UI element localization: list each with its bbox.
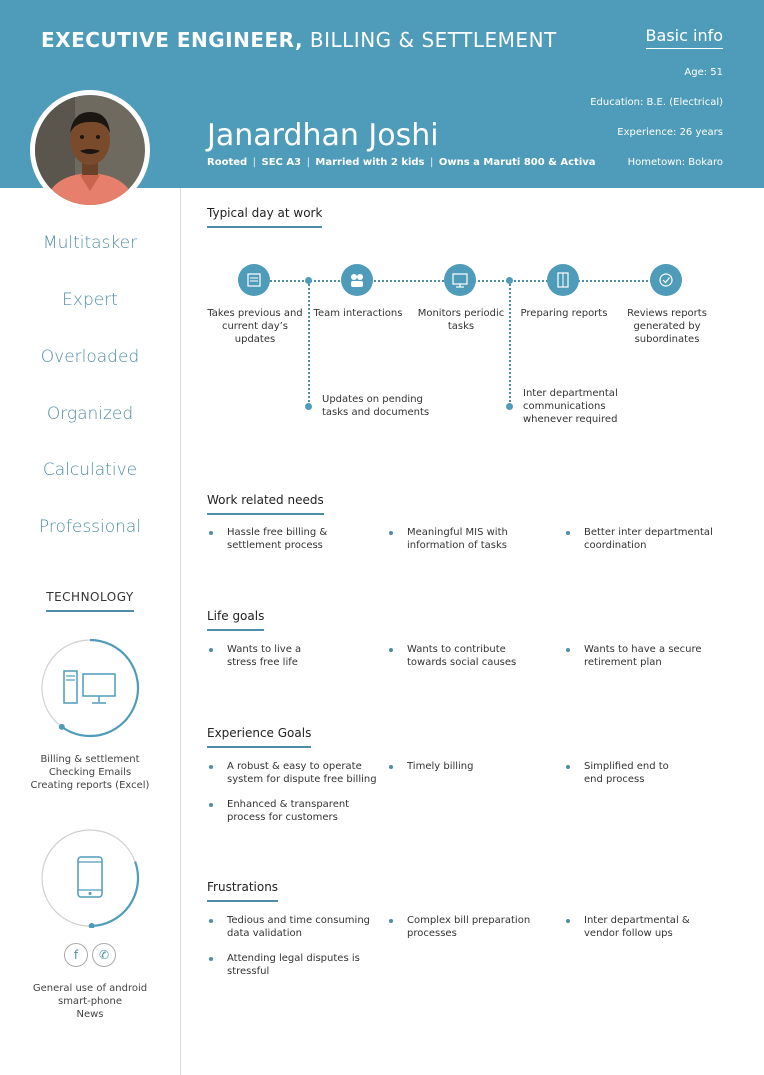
- experience-goal-text: A robust & easy to operate system for dispute free billing: [227, 761, 377, 785]
- timeline-branch-end-node: [305, 403, 312, 410]
- frustration-text: Attending legal disputes is stressful: [227, 953, 360, 977]
- job-title-role: EXECUTIVE ENGINEER,: [41, 28, 304, 52]
- frustration-text: Inter departmental & vendor follow ups: [584, 915, 690, 939]
- trait-label: Overloaded: [40, 347, 140, 367]
- tagline-item: SEC A3: [261, 157, 302, 168]
- work-need-item: [387, 526, 547, 552]
- timeline-branch-label: Updates on pending tasks and documents: [322, 394, 430, 418]
- experience-goal-item: [564, 760, 684, 786]
- bullet-dot: [566, 648, 570, 652]
- work-needs-title: Work related needs: [207, 493, 324, 515]
- job-title: [41, 28, 557, 52]
- basic-info-experience: Experience: 26 years: [617, 127, 723, 138]
- mobile-usage-ring: [40, 828, 140, 928]
- basic-info-education: Education: B.E. (Electrical): [590, 97, 723, 108]
- updates-document-icon: [238, 264, 270, 296]
- experience-goal-text: Timely billing: [407, 761, 474, 772]
- review-icon: [650, 264, 682, 296]
- frustration-item: [207, 952, 367, 978]
- tagline-item: Rooted: [207, 157, 248, 168]
- life-goal-text: Wants to live a stress free life: [227, 644, 302, 668]
- desktop-usage-arc: [62, 640, 138, 736]
- trait-label: Organized: [46, 404, 134, 424]
- trait-label: Calculative: [42, 460, 138, 480]
- bullet-dot: [209, 531, 213, 535]
- life-goals-title: Life goals: [207, 609, 264, 631]
- timeline-step-label: Team interactions: [313, 308, 403, 319]
- basic-info-list: [590, 66, 723, 186]
- bullet-dot: [209, 803, 213, 807]
- timeline-step-node: [444, 264, 476, 296]
- column-divider: [180, 188, 181, 1075]
- timeline-step-label: Reviews reports generated by subordinates: [627, 308, 707, 345]
- work-need-text: Hassle free billing & settlement process: [227, 527, 328, 551]
- bullet-dot: [566, 765, 570, 769]
- tagline-item: Owns a Maruti 800 & Activa: [438, 157, 596, 168]
- basic-info-hometown: Hometown: Bokaro: [627, 157, 723, 168]
- tagline-separator: |: [430, 157, 434, 168]
- experience-goal-text: Enhanced & transparent process for customers: [227, 799, 350, 823]
- mobile-usage-arc: [92, 862, 138, 926]
- timeline-step-node: [238, 264, 270, 296]
- bullet-dot: [389, 765, 393, 769]
- bullet-dot: [389, 648, 393, 652]
- life-goal-item: [387, 643, 547, 669]
- timeline-step-label: Takes previous and current day’s updates: [207, 308, 303, 345]
- tagline-separator: |: [252, 157, 257, 168]
- experience-goal-item: [207, 760, 387, 786]
- tagline-item: Married with 2 kids: [315, 157, 425, 168]
- tagline-separator: |: [306, 157, 310, 168]
- desktop-computer-icon: [64, 671, 115, 703]
- desktop-usage-line: Billing & settlement: [40, 754, 140, 765]
- mobile-usage-text: [0, 982, 180, 1021]
- life-goal-item: [564, 643, 724, 669]
- timeline-branch-node: [506, 277, 513, 284]
- smartphone-icon: [78, 857, 102, 897]
- work-need-item: [207, 526, 367, 552]
- trait-label: Expert: [62, 290, 118, 310]
- bullet-dot: [389, 919, 393, 923]
- technology-title-text: TECHNOLOGY: [46, 590, 133, 612]
- desktop-usage-line: Checking Emails: [48, 767, 132, 778]
- bullet-dot: [209, 765, 213, 769]
- technology-title: [0, 590, 180, 612]
- timeline-step-label: Monitors periodic tasks: [417, 308, 505, 332]
- life-goal-text: Wants to have a secure retirement plan: [584, 644, 702, 668]
- bullet-dot: [209, 648, 213, 652]
- desktop-usage-marker: [59, 724, 65, 730]
- frustration-item: [564, 914, 714, 940]
- bullet-dot: [566, 919, 570, 923]
- monitor-tasks-icon: [444, 264, 476, 296]
- bullet-dot: [209, 919, 213, 923]
- work-need-text: Meaningful MIS with information of tasks: [407, 527, 508, 551]
- desktop-usage-ring: [40, 638, 140, 738]
- basic-info-title: Basic info: [646, 26, 723, 49]
- experience-goals-title: Experience Goals: [207, 726, 311, 748]
- timeline-branch-line: [308, 284, 310, 406]
- trait-label: Multitasker: [42, 233, 138, 253]
- report-icon: [547, 264, 579, 296]
- frustration-text: Tedious and time consuming data validation: [227, 915, 371, 939]
- timeline-branch-end-node: [506, 403, 513, 410]
- work-need-text: Better inter departmental coordination: [584, 527, 713, 551]
- mobile-usage-line: General use of android: [32, 983, 148, 994]
- frustration-item: [387, 914, 547, 940]
- work-need-item: [564, 526, 734, 552]
- bullet-dot: [209, 957, 213, 961]
- team-interaction-icon: [341, 264, 373, 296]
- timeline-step-node: [341, 264, 373, 296]
- timeline-branch-label: Inter departmental communications whenever required: [523, 388, 618, 425]
- desktop-usage-line: Creating reports (Excel): [30, 780, 150, 791]
- mobile-usage-line: smart-phone: [57, 996, 122, 1007]
- mobile-usage-marker: [89, 923, 95, 928]
- experience-goal-text: Simplified end to end process: [584, 761, 669, 785]
- experience-goal-item: [387, 760, 547, 773]
- persona-tagline: [207, 157, 596, 168]
- job-title-department: BILLING & SETTLEMENT: [309, 28, 557, 52]
- bullet-dot: [566, 531, 570, 535]
- experience-goal-item: [207, 798, 367, 824]
- avatar: [30, 90, 150, 210]
- life-goal-text: Wants to contribute towards social causes: [407, 644, 517, 668]
- timeline-branch-line: [509, 284, 511, 406]
- trait-label: Professional: [38, 517, 142, 537]
- persona-name: Janardhan Joshi: [207, 118, 439, 153]
- timeline-step-node: [650, 264, 682, 296]
- mobile-usage-line: News: [76, 1009, 104, 1020]
- frustration-item: [207, 914, 387, 940]
- bullet-dot: [389, 531, 393, 535]
- typical-day-title: Typical day at work: [207, 206, 322, 228]
- avatar-portrait-illustration: [35, 95, 145, 205]
- timeline-step-node: [547, 264, 579, 296]
- basic-info-age: Age: 51: [684, 67, 723, 78]
- facebook-icon: f: [64, 943, 88, 967]
- life-goal-item: [207, 643, 327, 669]
- frustrations-title: Frustrations: [207, 880, 278, 902]
- desktop-usage-text: [0, 753, 180, 792]
- timeline-branch-node: [305, 277, 312, 284]
- timeline-step-label: Preparing reports: [520, 308, 608, 319]
- whatsapp-icon: ✆: [92, 943, 116, 967]
- frustration-text: Complex bill preparation processes: [407, 915, 531, 939]
